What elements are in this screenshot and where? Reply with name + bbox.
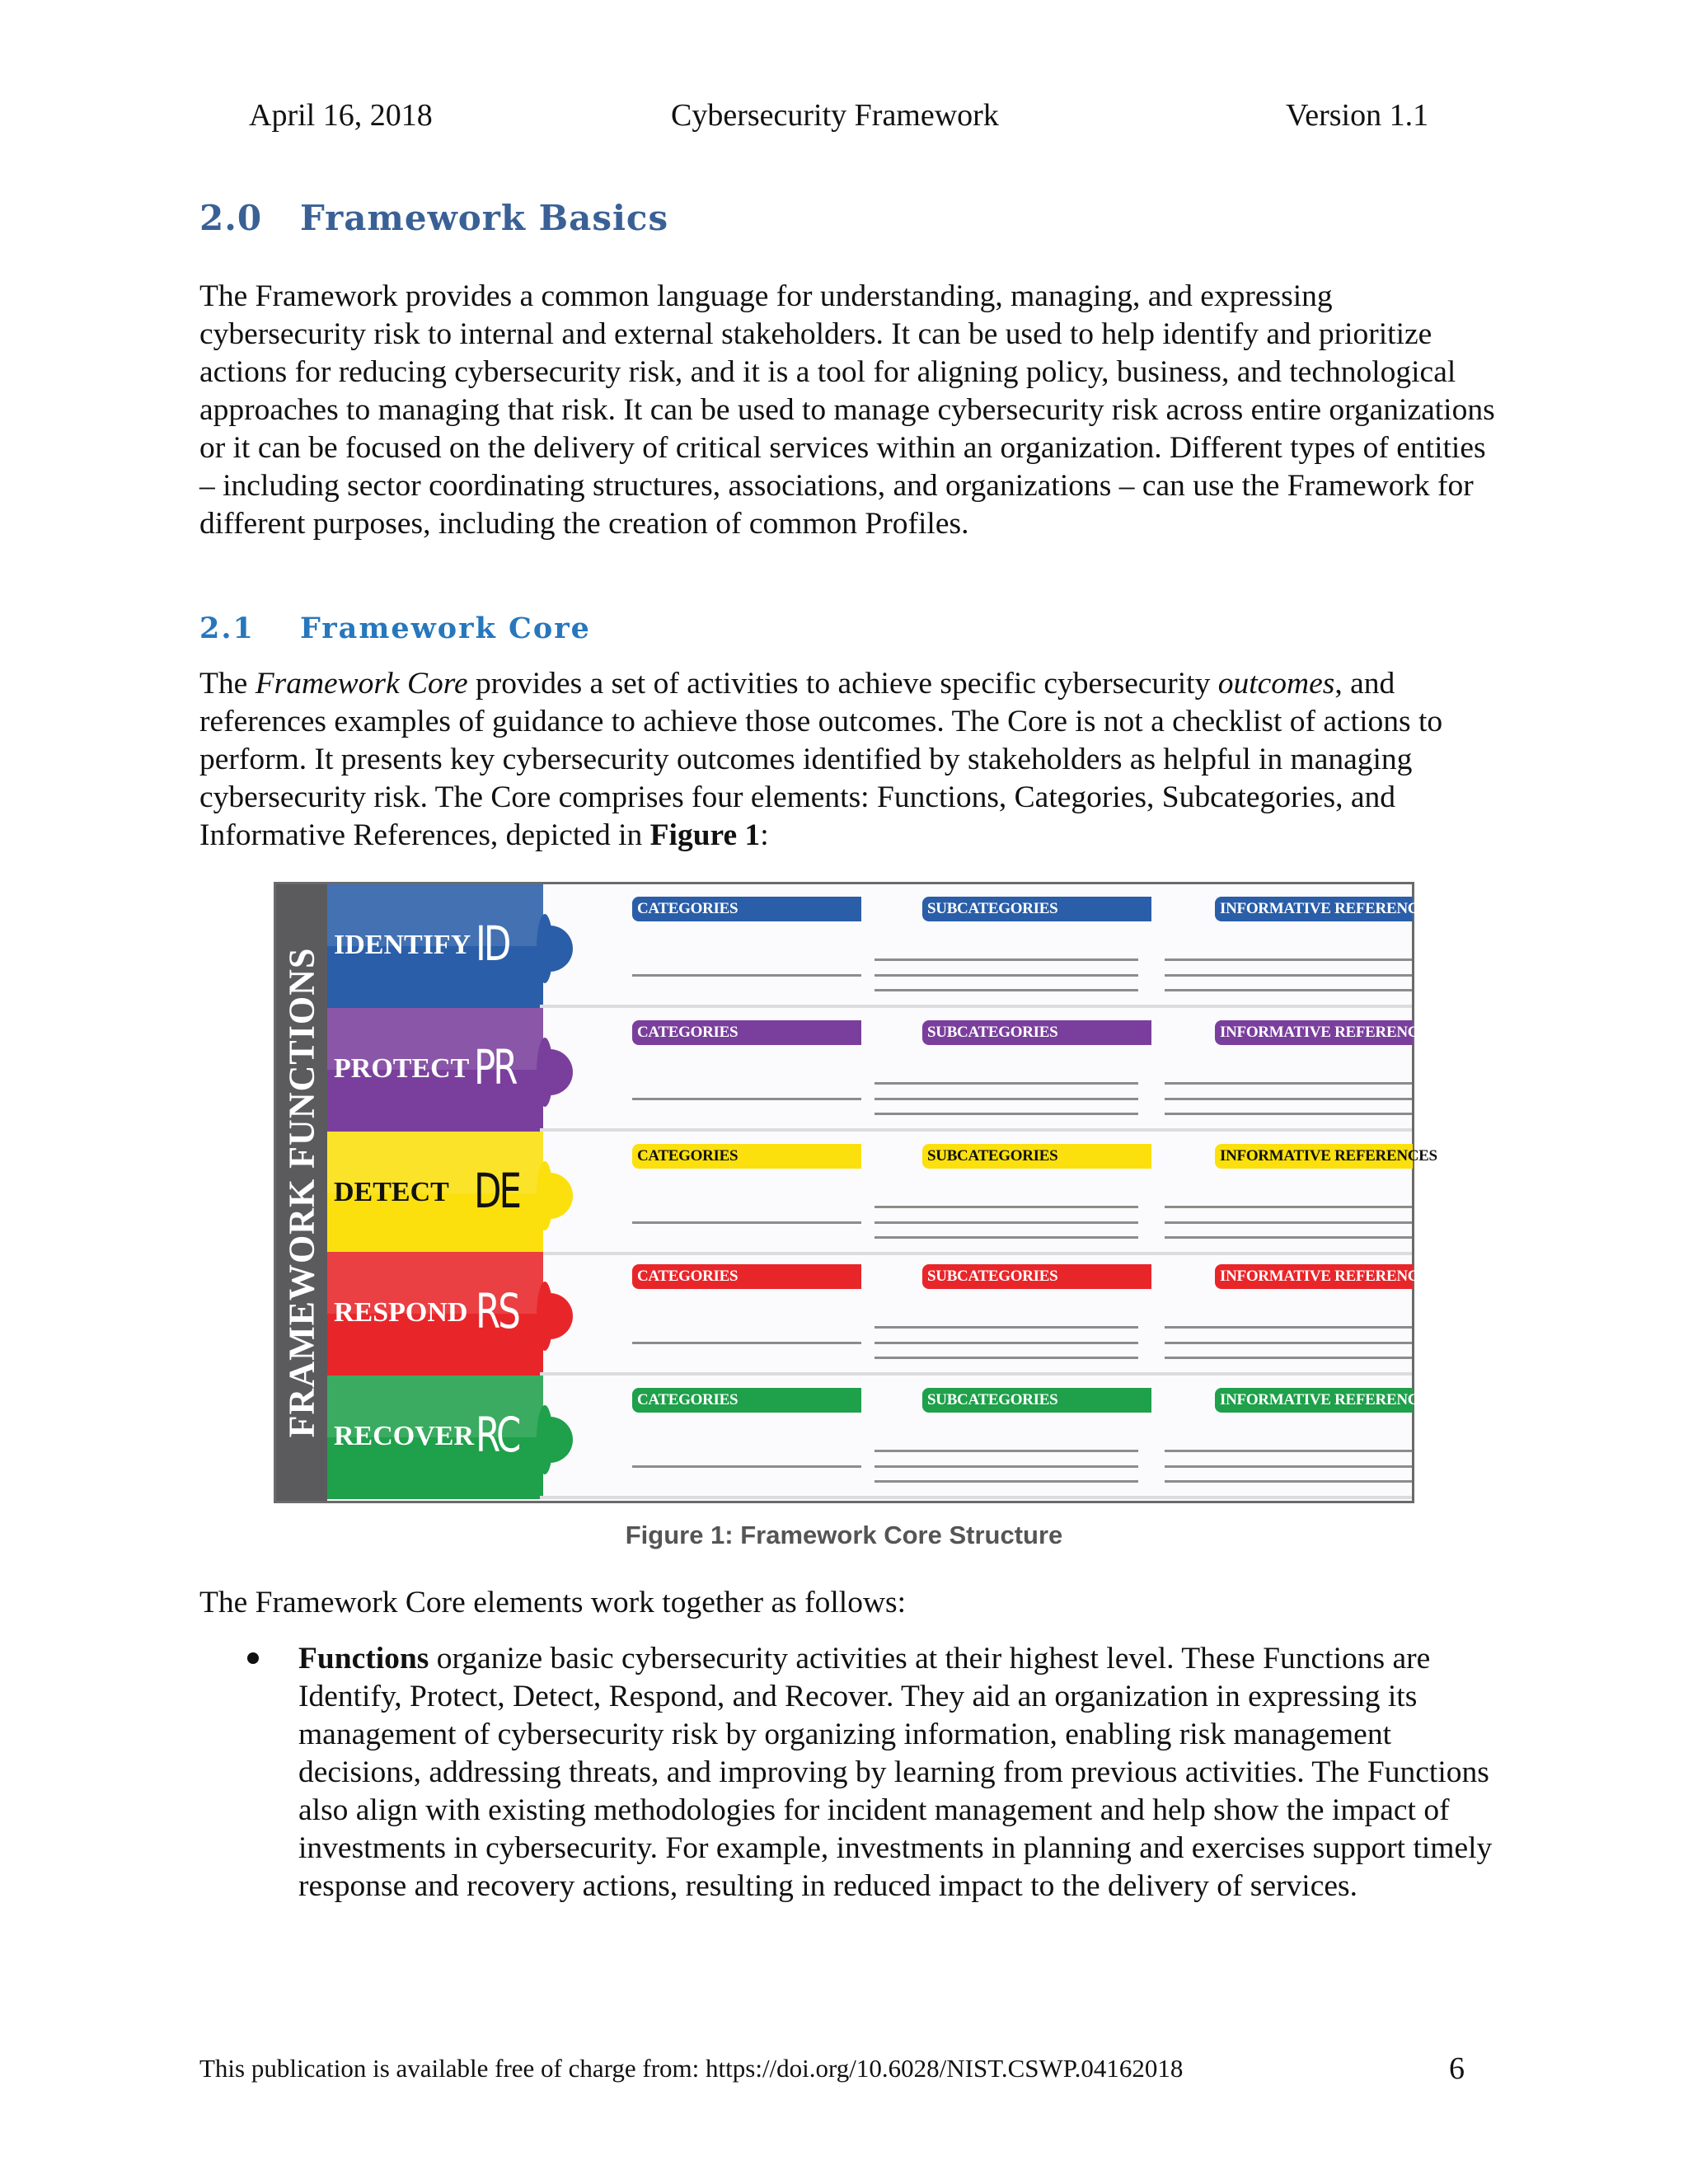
blank-line bbox=[874, 1326, 1138, 1329]
blank-line bbox=[874, 1450, 1138, 1452]
column-label-subcategories: SUBCATEGORIES bbox=[922, 1264, 1151, 1289]
column-label-references: INFORMATIVE REFERENCES bbox=[1215, 1020, 1413, 1045]
function-abbr: DE bbox=[474, 1163, 519, 1219]
section-paragraph bbox=[199, 278, 1502, 543]
column-label-subcategories: SUBCATEGORIES bbox=[922, 1144, 1151, 1169]
blank-line bbox=[1165, 1221, 1412, 1224]
puzzle-knob-icon bbox=[540, 926, 573, 972]
blank-line bbox=[1165, 1342, 1412, 1344]
bullet-icon bbox=[247, 1652, 259, 1664]
function-row-detect bbox=[327, 1132, 1437, 1255]
blank-line bbox=[1165, 1450, 1412, 1452]
function-name: IDENTIFY bbox=[334, 930, 471, 960]
blank-line bbox=[874, 974, 1138, 977]
blank-line bbox=[1165, 1098, 1412, 1100]
column-label-categories: CATEGORIES bbox=[632, 1264, 861, 1289]
column-label-categories: CATEGORIES bbox=[632, 1144, 861, 1169]
function-name: RESPOND bbox=[334, 1297, 468, 1328]
footer-availability: This publication is available free of charge from: https://doi.org/10.6028/NIST.CSWP.04162018 bbox=[199, 2054, 1184, 2083]
italic-term: Framework Core bbox=[255, 667, 468, 701]
blank-line bbox=[874, 989, 1138, 991]
text-run: provides a set of activities to achieve specific cybersecurity bbox=[467, 667, 1218, 701]
blank-line bbox=[632, 1221, 861, 1224]
page-number: 6 bbox=[1449, 2051, 1465, 2086]
bullet-text: organize basic cybersecurity activities at their highest level. These Functions are Identify, Protect, Detect, Respond, and Recover. They aid an organization in expressing its management of cybersecurity risk by organizing information, enabling risk management decisions, addressing threats, and improving by learning from previous activities. The Functions also align with existing methodologies for incident management and help show the impact of investments in cybersecurity. For example, investments in planning and exercises support timely response and recovery actions, resulting in reduced impact to the delivery of services. bbox=[298, 1642, 1493, 1903]
row-divider bbox=[540, 1496, 1412, 1499]
puzzle-knob-icon bbox=[540, 1417, 573, 1463]
blank-line bbox=[1165, 1480, 1412, 1483]
blank-line bbox=[874, 1465, 1138, 1468]
framework-functions-label bbox=[276, 884, 327, 1501]
function-name: RECOVER bbox=[334, 1421, 475, 1451]
blank-line bbox=[874, 1082, 1138, 1085]
column-label-references: INFORMATIVE REFERENCES bbox=[1215, 1144, 1413, 1169]
function-row-recover bbox=[327, 1376, 1437, 1499]
column-label-categories: CATEGORIES bbox=[632, 897, 861, 921]
subsection-title: Framework Core bbox=[300, 612, 591, 645]
framework-core-figure bbox=[274, 882, 1437, 1503]
blank-line bbox=[874, 1357, 1138, 1359]
column-label-references: INFORMATIVE REFERENCES bbox=[1215, 897, 1413, 921]
header-date: April 16, 2018 bbox=[249, 98, 433, 133]
blank-line bbox=[1165, 1082, 1412, 1085]
function-abbr: PR bbox=[474, 1039, 516, 1095]
column-label-references: INFORMATIVE REFERENCES bbox=[1215, 1388, 1413, 1413]
blank-line bbox=[632, 1342, 861, 1344]
subsection-paragraph bbox=[199, 665, 1502, 855]
blank-line bbox=[1165, 989, 1412, 991]
section-heading bbox=[199, 198, 668, 238]
column-label-categories: CATEGORIES bbox=[632, 1020, 861, 1045]
function-block bbox=[327, 1252, 543, 1376]
function-row-respond bbox=[327, 1252, 1437, 1376]
blank-line bbox=[1165, 1326, 1412, 1329]
function-name: DETECT bbox=[334, 1177, 449, 1207]
blank-line bbox=[874, 1480, 1138, 1483]
puzzle-knob-icon bbox=[540, 1049, 573, 1095]
blank-line bbox=[874, 1206, 1138, 1208]
blank-line bbox=[874, 1221, 1138, 1224]
function-block bbox=[327, 1008, 543, 1132]
side-label-text: FRAMEWORK FUNCTIONS bbox=[281, 947, 322, 1438]
blank-line bbox=[632, 1465, 861, 1468]
section-number: 2.0 bbox=[199, 198, 263, 238]
header-version: Version 1.1 bbox=[1286, 98, 1429, 133]
function-name: PROTECT bbox=[334, 1053, 470, 1084]
function-abbr: RS bbox=[476, 1283, 518, 1339]
blank-line bbox=[1165, 958, 1412, 961]
blank-line bbox=[1165, 1357, 1412, 1359]
figure-caption: Figure 1: Framework Core Structure bbox=[625, 1521, 1063, 1549]
function-block bbox=[327, 884, 543, 1008]
column-label-subcategories: SUBCATEGORIES bbox=[922, 1388, 1151, 1413]
section-title: Framework Basics bbox=[300, 198, 669, 238]
text-run: : bbox=[760, 818, 769, 852]
subsection-number: 2.1 bbox=[199, 612, 255, 645]
subsection-heading bbox=[199, 612, 591, 645]
bullet-term: Functions bbox=[298, 1642, 429, 1675]
blank-line bbox=[632, 1098, 861, 1100]
blank-line bbox=[874, 1098, 1138, 1100]
elements-intro: The Framework Core elements work together as follows: bbox=[199, 1586, 907, 1619]
column-label-categories: CATEGORIES bbox=[632, 1388, 861, 1413]
function-row-protect bbox=[327, 1008, 1437, 1132]
blank-line bbox=[874, 1113, 1138, 1115]
blank-line bbox=[874, 1236, 1138, 1239]
function-abbr: ID bbox=[476, 916, 509, 972]
blank-line bbox=[1165, 1236, 1412, 1239]
blank-line bbox=[1165, 1113, 1412, 1115]
italic-term: outcomes bbox=[1217, 667, 1335, 701]
puzzle-knob-icon bbox=[540, 1173, 573, 1219]
bullet-functions bbox=[298, 1640, 1502, 1905]
blank-line bbox=[874, 958, 1138, 961]
blank-line bbox=[1165, 1206, 1412, 1208]
column-label-subcategories: SUBCATEGORIES bbox=[922, 897, 1151, 921]
blank-line bbox=[1165, 1465, 1412, 1468]
function-row-identify bbox=[327, 884, 1437, 1008]
blank-line bbox=[1165, 974, 1412, 977]
figure-reference: Figure 1 bbox=[649, 818, 761, 852]
puzzle-knob-icon bbox=[540, 1293, 573, 1339]
blank-line bbox=[874, 1342, 1138, 1344]
text-run: The bbox=[199, 667, 256, 701]
blank-line bbox=[632, 974, 861, 977]
function-abbr: RC bbox=[476, 1407, 519, 1463]
function-block bbox=[327, 1132, 543, 1255]
column-label-references: INFORMATIVE REFERENCES bbox=[1215, 1264, 1413, 1289]
function-block bbox=[327, 1376, 543, 1499]
column-label-subcategories: SUBCATEGORIES bbox=[922, 1020, 1151, 1045]
paragraph-text: The Framework provides a common language for understanding, managing, and expressing cybersecurity risk to internal and external stakeholders. It can be used to help identify and prioritize actions for reducing cybersecurity risk, and it is a tool for aligning policy, business, and technological approaches to managing that risk. It can be used to manage cybersecurity risk across entire organizations or it can be focused on the delivery of critical services within an organization. Different types of entities – including sector coordinating structures, associations, and organizations – can use the Framework for different purposes, including the creation of common Profiles. bbox=[199, 279, 1495, 541]
header-title: Cybersecurity Framework bbox=[671, 98, 999, 133]
text-run: , and references examples of guidance to achieve those outcomes. The Core is not a checklist of actions to perform. It presents key cybersecurity outcomes identified by stakeholders as helpful in managing cybersecurity risk. The Core comprises four elements: Functions, Categories, Subcategories, and Informative References, depicted in bbox=[199, 667, 1443, 852]
